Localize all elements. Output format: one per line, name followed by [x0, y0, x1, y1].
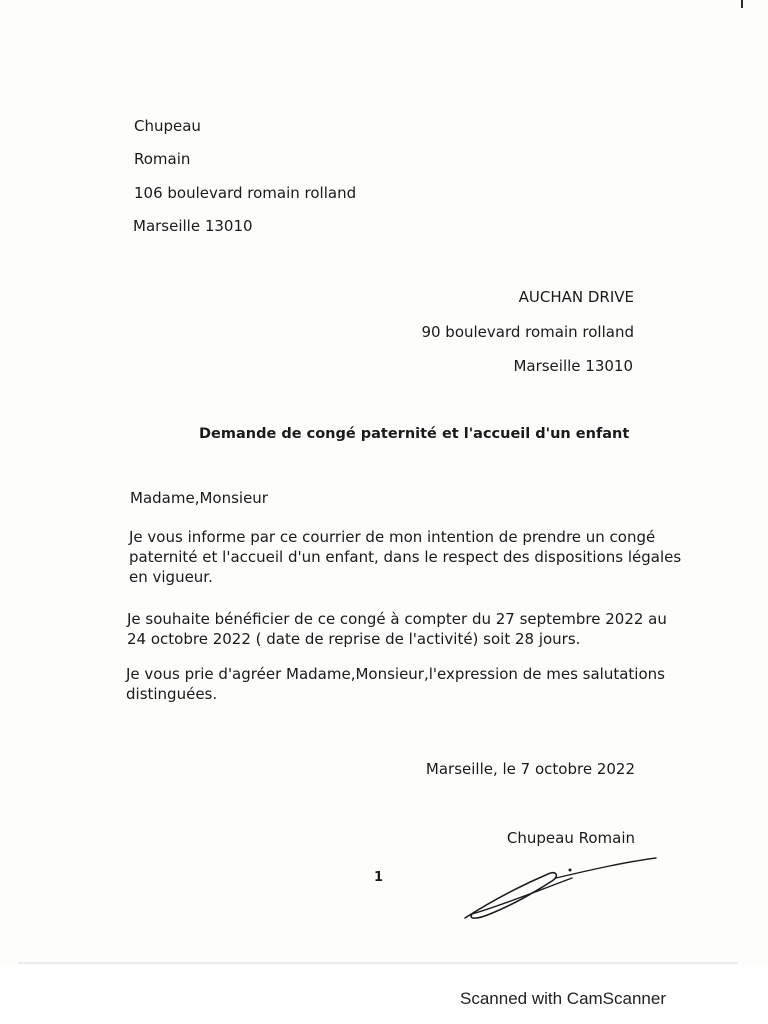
paragraph-1-line-2: paternité et l'accueil d'un enfant, dans le respect des dispositions légales [129, 548, 682, 566]
signatory-name: Chupeau Romain [506, 829, 635, 847]
body-paragraph-2 [127, 609, 667, 649]
paragraph-2-line-2: 24 octobre 2022 ( date de reprise de l'activité) soit 28 jours. [127, 630, 581, 648]
body-paragraph-1 [129, 527, 681, 587]
recipient-company: AUCHAN DRIVE [518, 288, 634, 306]
scan-edge-mark [741, 0, 743, 8]
recipient-street: 90 boulevard romain rolland [421, 323, 634, 341]
sender-street: 106 boulevard romain rolland [134, 184, 357, 202]
paragraph-3-line-2: distinguées. [126, 685, 218, 703]
paragraph-2-line-1: Je souhaite bénéficier de ce congé à compter du 27 septembre 2022 au [127, 610, 667, 628]
sender-first-name: Romain [134, 150, 191, 168]
paragraph-1-line-1: Je vous informe par ce courrier de mon intention de prendre un congé [129, 528, 656, 546]
sender-last-name: Chupeau [134, 117, 201, 135]
letter-subject: Demande de congé paternité et l'accueil d'un enfant [199, 426, 630, 442]
body-paragraph-3 [126, 664, 665, 704]
page-edge-shadow [18, 962, 738, 964]
page-number: 1 [374, 870, 384, 885]
salutation: Madame,Monsieur [130, 489, 268, 507]
sender-city: Marseille 13010 [133, 217, 253, 235]
paragraph-3-line-1: Je vous prie d'agréer Madame,Monsieur,l'expression de mes salutations [126, 665, 665, 683]
paragraph-1-line-3: en vigueur. [129, 568, 213, 586]
handwritten-signature [460, 850, 660, 925]
place-and-date: Marseille, le 7 octobre 2022 [425, 760, 635, 778]
scanner-watermark: Scanned with CamScanner [460, 989, 667, 1008]
recipient-city: Marseille 13010 [513, 357, 633, 375]
